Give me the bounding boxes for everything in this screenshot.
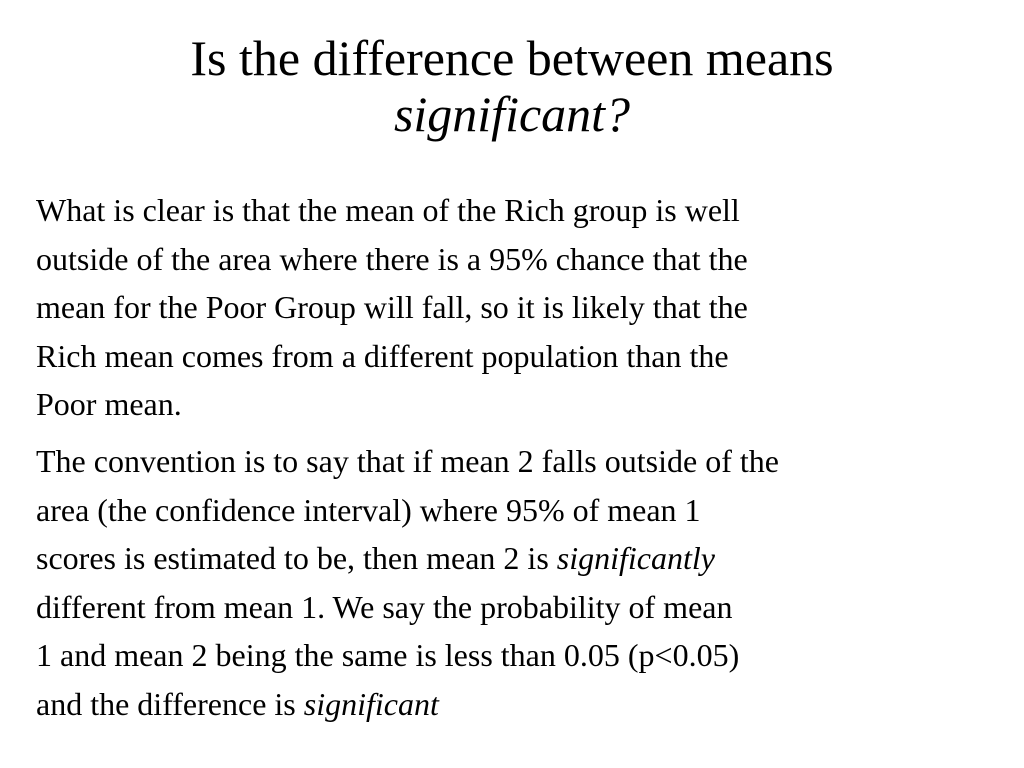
text-line: What is clear is that the mean of the Rich group is well: [36, 192, 740, 228]
slide-title: [0, 30, 1024, 142]
text-line: area (the confidence interval) where 95% of mean 1: [36, 491, 701, 528]
title-line-1: Is the difference between means: [190, 30, 834, 86]
slide-body: [36, 186, 986, 729]
text-line: Rich mean comes from a different population than the: [36, 337, 729, 374]
emphasis-significant: significant: [303, 685, 439, 722]
text-segment: scores is estimated to be, then mean 2 is: [36, 540, 557, 577]
text-line: outside of the area where there is a 95% chance that the: [36, 240, 748, 277]
text-line: [36, 534, 986, 583]
emphasis-significantly: significantly: [556, 540, 715, 577]
text-line: [36, 680, 986, 729]
text-line: 1 and mean 2 being the same is less than 0.05 (p<0.05): [36, 637, 740, 674]
title-line-2-italic: significant?: [393, 86, 631, 142]
text-line: Poor mean.: [36, 386, 182, 423]
text-segment: and the difference is: [36, 685, 304, 722]
text-line: mean for the Poor Group will fall, so it is likely that the: [36, 289, 748, 326]
text-line: The convention is to say that if mean 2 falls outside of the: [36, 442, 779, 479]
paragraph-rich-group: [36, 186, 986, 429]
text-line: different from mean 1. We say the probability of mean: [36, 588, 733, 625]
paragraph-convention: [36, 437, 986, 729]
